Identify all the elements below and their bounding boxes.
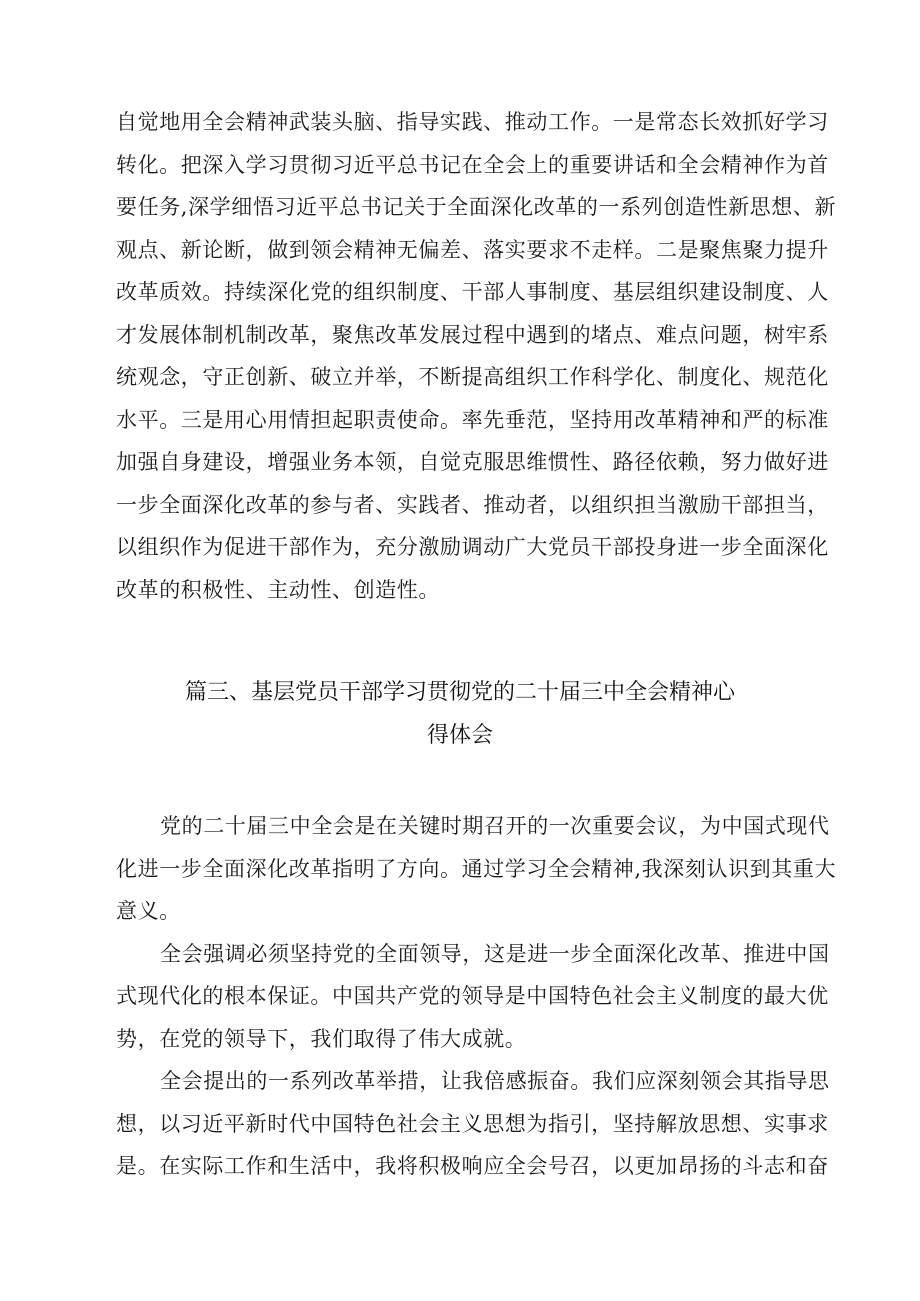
text-line: 统观念，守正创新、破立并举，不断提高组织工作科学化、制度化、规范化: [116, 365, 829, 389]
text-line: 全会提出的一系列改革举措，让我倍感振奋。我们应深刻领会其指导思: [160, 1069, 830, 1093]
section-title-line-1: 篇三、基层党员干部学习贯彻党的二十届三中全会精神心: [184, 680, 735, 705]
text-line: 加强自身建设，增强业务本领，自觉克服思维惯性、路径依赖，努力做好进: [116, 450, 829, 474]
text-line: 改革质效。持续深化党的组织制度、干部人事制度、基层组织建设制度、人: [116, 280, 829, 304]
section-title-line-2: 得体会: [426, 723, 493, 748]
text-line: 党的二十届三中全会是在关键时期召开的一次重要会议，为中国式现代: [160, 814, 830, 838]
text-line: 想，以习近平新时代中国特色社会主义思想为指引，坚持解放思想、实事求: [116, 1111, 829, 1136]
text-line: 转化。把深入学习贯彻习近平总书记在全会上的重要讲话和全会精神作为首: [116, 152, 829, 177]
text-line: 才发展体制机制改革，聚焦改革发展过程中遇到的堵点、难点问题，树牢系: [116, 322, 829, 347]
text-line: 改革的积极性、主动性、创造性。: [116, 577, 440, 602]
text-line: 势，在党的领导下，我们取得了伟大成就。: [116, 1026, 527, 1051]
text-line: 意义。: [116, 899, 181, 923]
text-line: 自觉地用全会精神武装头脑、指导实践、推动工作。一是常态长效抓好学习: [116, 110, 829, 134]
paragraph: [116, 933, 830, 1061]
section-body: [116, 805, 837, 1188]
text-line: 观点、新论断，做到领会精神无偏差、落实要求不走样。二是聚焦聚力提升: [116, 237, 829, 262]
text-line: 水平。三是用心用情担起职责使命。率先垂范，坚持用改革精神和严的标准: [116, 407, 829, 432]
text-line: 以组织作为促进干部作为，充分激励调动广大党员干部投身进一步全面深化: [116, 535, 829, 559]
text-line: 一步全面深化改革的参与者、实践者、推动者，以组织担当激励干部担当，: [116, 492, 829, 517]
paragraph: [116, 1060, 830, 1188]
text-line: 是。在实际工作和生活中，我将积极响应全会号召，以更加昂扬的斗志和奋: [116, 1154, 829, 1178]
paragraph: [116, 805, 837, 933]
text-line: 化进一步全面深化改革指明了方向。通过学习全会精神,我深刻认识到其重大: [116, 856, 837, 881]
text-line: 全会强调必须坚持党的全面领导，这是进一步全面深化改革、推进中国: [160, 941, 830, 966]
continuation-paragraph: [116, 101, 837, 611]
text-line: 式现代化的根本保证。中国共产党的领导是中国特色社会主义制度的最大优: [116, 984, 829, 1008]
text-line: 要任务,深学细悟习近平总书记关于全面深化改革的一系列创造性新思想、新: [116, 195, 837, 219]
